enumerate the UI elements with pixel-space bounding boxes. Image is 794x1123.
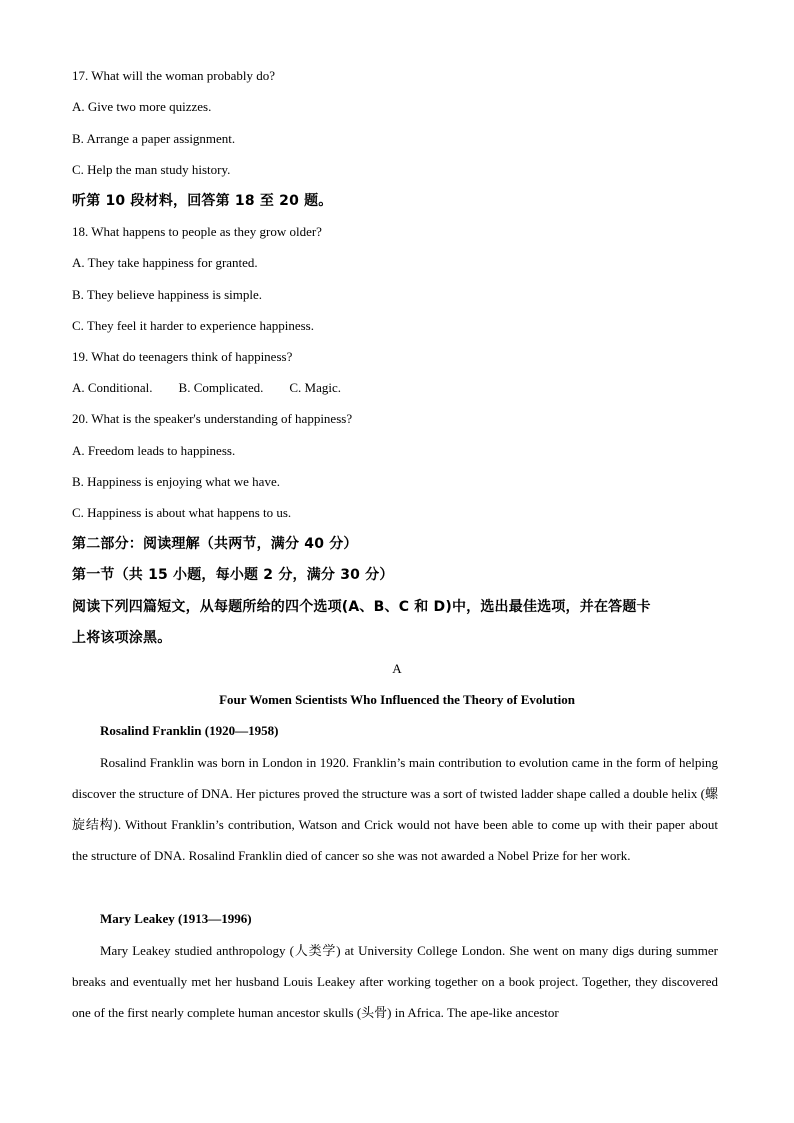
passage-letter: A: [392, 661, 402, 676]
q19-question: 19. What do teenagers think of happiness?: [72, 349, 293, 364]
q18-option-c: C. They feel it harder to experience happiness.: [72, 318, 314, 333]
q20-question: 20. What is the speaker's understanding of happiness?: [72, 411, 353, 426]
leakey-paragraph: Mary Leakey studied anthropology (人类学) at University College London. She went on many digs during summer breaks and eventually met her husband Louis Leakey after working together on a book project. Together, they discovered one of the first nearly complete human ancestor skulls (头骨) in Africa. The ape-like ancestor: [72, 943, 718, 1020]
q20-option-b: B. Happiness is enjoying what we have.: [72, 474, 280, 489]
reading-instruction-line2: 上将该项涂黑。: [72, 630, 172, 646]
q18-option-b: B. They believe happiness is simple.: [72, 287, 263, 302]
q20-option-c: C. Happiness is about what happens to us.: [72, 505, 292, 520]
q19-options: [72, 379, 367, 397]
franklin-paragraph: Rosalind Franklin was born in London in 1920. Franklin’s main contribution to evolution came in the form of helping discover the structure of DNA. Her pictures proved the structure was a sort of twisted ladder shape called a double helix (螺旋结构). Without Franklin’s contribution, Watson and Crick would not have been able to come up with their paper about the structure of DNA. Rosalind Franklin died of cancer so she was not awarded a Nobel Prize for her work.: [72, 755, 718, 863]
q17-option-c: C. Help the man study history.: [72, 162, 231, 177]
part2-heading: 第二部分：阅读理解（共两节，满分 40 分）: [72, 536, 358, 552]
leakey-heading: Mary Leakey (1913—1996): [100, 911, 252, 926]
q18-option-a: A. They take happiness for granted.: [72, 255, 258, 270]
q18-question: 18. What happens to people as they grow older?: [72, 224, 322, 239]
reading-instruction-line1: 阅读下列四篇短文，从每题所给的四个选项(A、B、C 和 D)中，选出最佳选项，并在答题卡: [72, 599, 651, 615]
franklin-heading: Rosalind Franklin (1920—1958): [100, 723, 279, 738]
section-10-instruction: 听第 10 段材料，回答第 18 至 20 题。: [72, 193, 333, 209]
q19-option-b: B. Complicated.: [178, 380, 264, 395]
section1-heading: 第一节（共 15 小题，每小题 2 分，满分 30 分）: [72, 567, 394, 583]
q20-option-a: A. Freedom leads to happiness.: [72, 443, 236, 458]
q17-option-b: B. Arrange a paper assignment.: [72, 131, 236, 146]
q19-option-c: C. Magic.: [289, 380, 342, 395]
passage-title: Four Women Scientists Who Influenced the Theory of Evolution: [219, 692, 575, 707]
q17-question: 17. What will the woman probably do?: [72, 68, 276, 83]
q19-option-a: A. Conditional.: [72, 380, 153, 395]
q17-option-a: A. Give two more quizzes.: [72, 99, 212, 114]
